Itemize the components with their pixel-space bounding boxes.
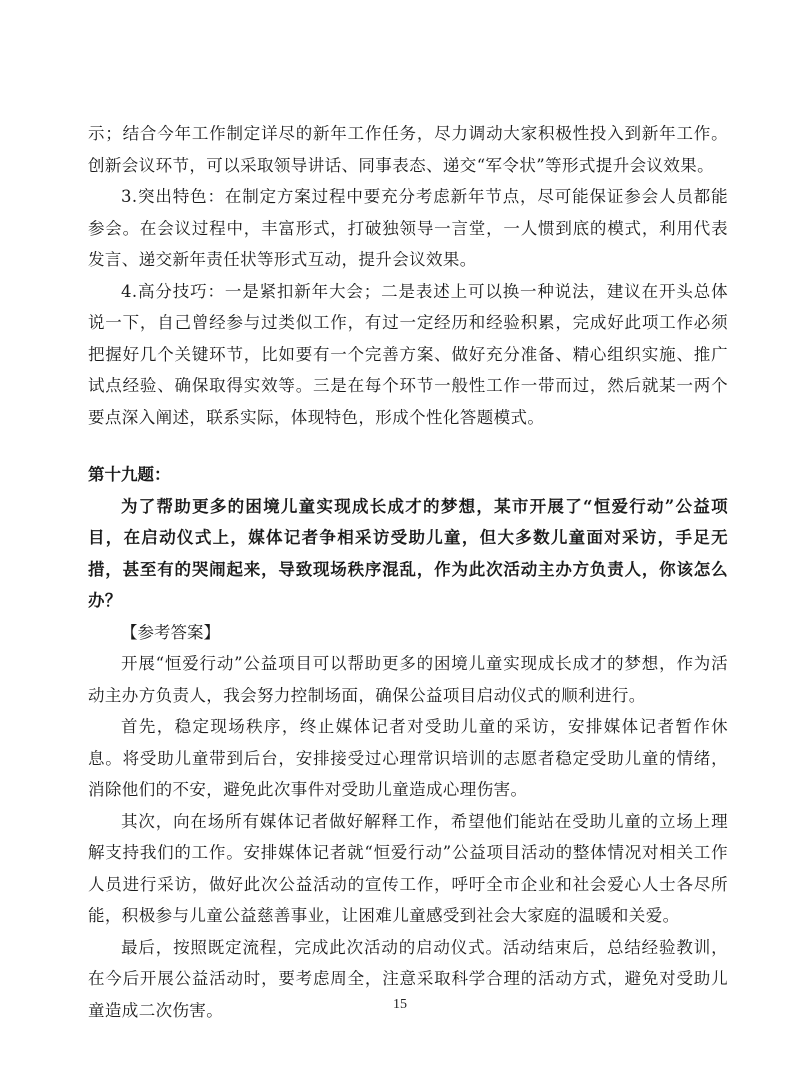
question-heading: 第十九题： xyxy=(88,465,171,484)
continued-paragraph: 示；结合今年工作制定详尽的新年工作任务，尽力调动大家积极性投入到新年工作。创新会议环节，可以采取领导讲话、同事表态、递交“军令状”等形式提升会议效果。 xyxy=(88,124,728,175)
tip-paragraph-3: 3.突出特色：在制定方案过程中要充分考虑新年节点，尽可能保证参会人员都能参会。在会议过程中，丰富形式，打破独领导一言堂，一人惯到底的模式，利用代表发言、递交新年责任状等形式互动，提升会议效果。 xyxy=(88,187,728,269)
section-gap xyxy=(88,433,728,459)
question-text: 为了帮助更多的困境儿童实现成长成才的梦想，某市开展了“恒爱行动”公益项目，在启动仪式上，媒体记者争相采访受助儿童，但大多数儿童面对采访，手足无措，甚至有的哭闹起来，导致现场秩序混乱，作为此次活动主办方负责人，你该怎么办？ xyxy=(88,496,728,610)
answer-paragraph-second: 其次，向在场所有媒体记者做好解释工作，希望他们能站在受助儿童的立场上理解支持我们的工作。安排媒体记者就“恒爱行动”公益项目活动的整体情况对相关工作人员进行采访，做好此次公益活动的宣传工作，呼吁全市企业和社会爱心人士各尽所能，积极参与儿童公益慈善事业，让困难儿童感受到社会大家庭的温暖和关爱。 xyxy=(88,811,728,925)
answer-paragraph-intro: 开展“恒爱行动”公益项目可以帮助更多的困境儿童实现成长成才的梦想，作为活动主办方负责人，我会努力控制场面，确保公益项目启动仪式的顺利进行。 xyxy=(88,654,728,705)
answer-label: 【参考答案】 xyxy=(121,622,220,642)
document-page xyxy=(88,118,728,1026)
page-number: 15 xyxy=(393,997,407,1012)
answer-paragraph-last: 最后，按照既定流程，完成此次活动的启动仪式。活动结束后，总结经验教训，在今后开展公益活动时，要考虑周全，注意采取科学合理的活动方式，避免对受助儿童造成二次伤害。 xyxy=(88,937,728,1020)
answer-paragraph-first: 首先，稳定现场秩序，终止媒体记者对受助儿童的采访，安排媒体记者暂作休息。将受助儿童带到后台，安排接受过心理常识培训的志愿者稳定受助儿童的情绪，消除他们的不安，避免此次事件对受助儿童造成心理伤害。 xyxy=(88,717,728,799)
tip-paragraph-4: 4.高分技巧：一是紧扣新年大会；二是表述上可以换一种说法，建议在开头总体说一下，自己曾经参与过类似工作，有过一定经历和经验积累，完成好此项工作必须把握好几个关键环节，比如要有一个完善方案、做好充分准备、精心组织实施、推广试点经验、确保取得实效等。三是在每个环节一般性工作一带而过，然后就某一两个要点深入阐述，联系实际，体现特色，形成个性化答题模式。 xyxy=(88,281,728,427)
